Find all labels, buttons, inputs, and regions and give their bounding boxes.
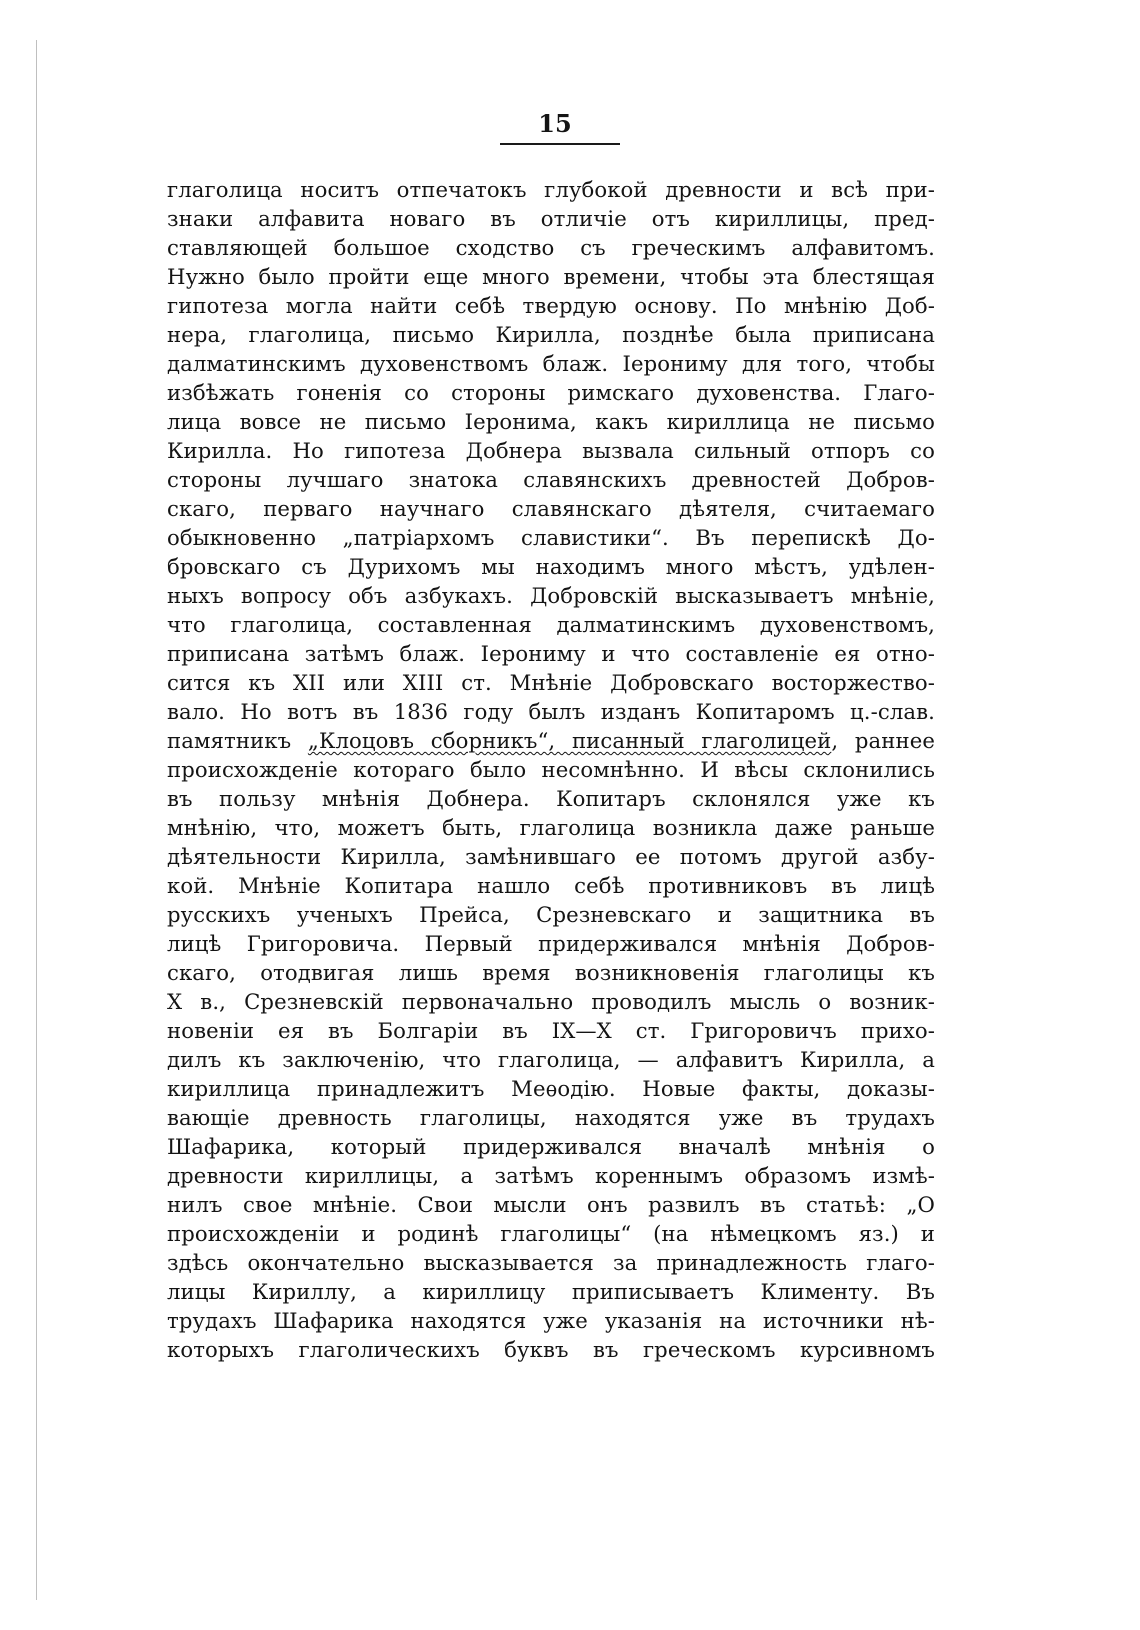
text-line: нилъ свое мнѣніе. Свои мысли онъ развилъ въ статьѣ: „О xyxy=(167,1192,935,1217)
text-line: гипотеза могла найти себѣ твердую основу. По мнѣнію Доб- xyxy=(167,293,935,318)
underlined-title: „Клоцовъ сборникъ“, писанный глаголицей xyxy=(307,728,832,753)
body-text xyxy=(167,175,935,1364)
text-line: новеніи ея въ Болгаріи въ IX—X ст. Григоровичъ прихо- xyxy=(167,1018,935,1043)
text-line: дилъ къ заключенію, что глаголица, — алфавитъ Кирилла, а xyxy=(167,1047,935,1072)
text-line: обыкновенно „патріархомъ славистики“. Въ перепискѣ До- xyxy=(167,525,935,550)
text-line: X в., Срезневскій первоначально проводилъ мысль о возник- xyxy=(167,989,935,1014)
text-line: бровскаго съ Дурихомъ мы находимъ много мѣстъ, удѣлен- xyxy=(167,554,935,579)
text-line: знаки алфавита новаго въ отличіе отъ кириллицы, пред- xyxy=(167,206,935,231)
text-line: Шафарика, который придерживался вначалѣ мнѣнія о xyxy=(167,1134,935,1159)
text-line: здѣсь окончательно высказывается за принадлежность глаго- xyxy=(167,1250,935,1275)
text-line: въ пользу мнѣнія Добнера. Копитаръ склонялся уже къ xyxy=(167,786,935,811)
text-line: скаго, отодвигая лишь время возникновенія глаголицы къ xyxy=(167,960,935,985)
text-line: вало. Но вотъ въ 1836 году былъ изданъ Копитаромъ ц.-слав. xyxy=(167,699,935,724)
text-line: что глаголица, составленная далматинскимъ духовенствомъ, xyxy=(167,612,935,637)
text-line: дѣятельности Кирилла, замѣнившаго ее потомъ другой азбу- xyxy=(167,844,935,869)
text-line: глаголица носитъ отпечатокъ глубокой древности и всѣ при- xyxy=(167,177,935,202)
text-line: древности кириллицы, а затѣмъ кореннымъ образомъ измѣ- xyxy=(167,1163,935,1188)
text-line: далматинскимъ духовенствомъ блаж. Іерониму для того, чтобы xyxy=(167,351,935,376)
text-line: трудахъ Шафарика находятся уже указанія на источники нѣ- xyxy=(167,1308,935,1333)
page-number: 15 xyxy=(538,109,572,138)
text-line: мнѣнію, что, можетъ быть, глаголица возникла даже раньше xyxy=(167,815,935,840)
text-line: происхожденіе котораго было несомнѣнно. И вѣсы склонились xyxy=(167,757,935,782)
text-line: избѣжать гоненія со стороны римскаго духовенства. Глаго- xyxy=(167,380,935,405)
text-line: ставляющей большое сходство съ греческимъ алфавитомъ. xyxy=(167,235,935,260)
text-line: вающіе древность глаголицы, находятся уже въ трудахъ xyxy=(167,1105,935,1130)
text-line: происхожденіи и родинѣ глаголицы“ (на нѣмецкомъ яз.) и xyxy=(167,1221,935,1246)
text-fragment: , раннее xyxy=(831,728,935,753)
text-line: Кирилла. Но гипотеза Добнера вызвала сильный отпоръ со xyxy=(167,438,935,463)
text-line: кой. Мнѣніе Копитара нашло себѣ противниковъ въ лицѣ xyxy=(167,873,935,898)
text-line: Нужно было пройти еще много времени, чтобы эта блестящая xyxy=(167,264,935,289)
text-line: сится къ XII или XIII ст. Мнѣніе Добровскаго восторжество- xyxy=(167,670,935,695)
scan-edge-line xyxy=(36,40,37,1600)
text-line: ныхъ вопросу объ азбукахъ. Добровскій высказываетъ мнѣніе, xyxy=(167,583,935,608)
text-line: стороны лучшаго знатока славянскихъ древностей Добров- xyxy=(167,467,935,492)
text-line: приписана затѣмъ блаж. Іерониму и что составленіе ея отно- xyxy=(167,641,935,666)
text-line: лицѣ Григоровича. Первый придерживался мнѣнія Добров- xyxy=(167,931,935,956)
text-line: нера, глаголица, письмо Кирилла, позднѣе была приписана xyxy=(167,322,935,347)
text-line: лицы Кириллу, а кириллицу приписываетъ Клименту. Въ xyxy=(167,1279,935,1304)
text-line: лица вовсе не письмо Іеронима, какъ кириллица не письмо xyxy=(167,409,935,434)
text-fragment: памятникъ xyxy=(167,728,308,753)
text-line: кириллица принадлежитъ Меѳодію. Новые факты, доказы- xyxy=(167,1076,935,1101)
text-line: русскихъ ученыхъ Прейса, Срезневскаго и защитника въ xyxy=(167,902,935,927)
text-line-with-underline xyxy=(167,726,935,755)
text-line: которыхъ глаголическихъ буквъ въ греческомъ курсивномъ xyxy=(167,1337,935,1362)
page-number-rule xyxy=(500,143,620,145)
text-line: скаго, перваго научнаго славянскаго дѣятеля, считаемаго xyxy=(167,496,935,521)
